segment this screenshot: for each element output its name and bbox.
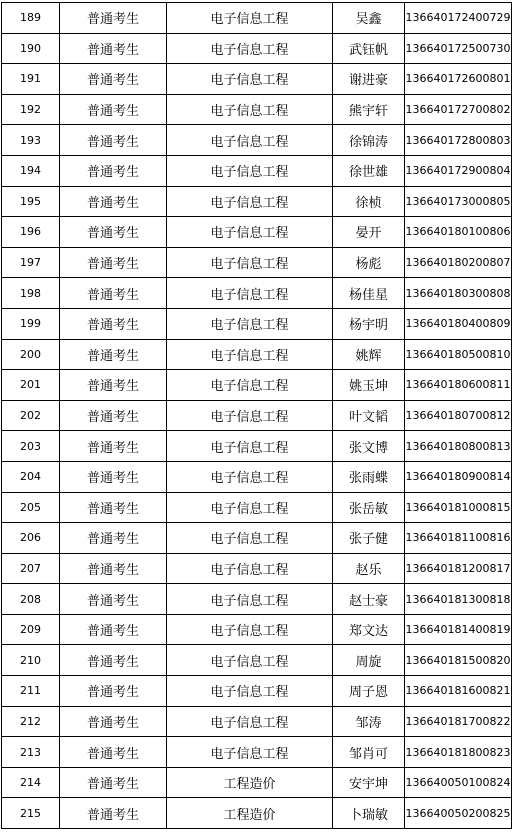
table-row xyxy=(2,431,512,462)
exam-id: 136640180500810 xyxy=(405,339,512,370)
row-number: 189 xyxy=(2,3,60,34)
student-name: 安宇坤 xyxy=(333,767,405,798)
major-name: 电子信息工程 xyxy=(167,645,333,676)
major-name: 电子信息工程 xyxy=(167,155,333,186)
exam-id: 136640172900804 xyxy=(405,155,512,186)
major-name: 电子信息工程 xyxy=(167,737,333,768)
student-name: 张雨蝶 xyxy=(333,461,405,492)
student-name: 郑文达 xyxy=(333,614,405,645)
major-name: 电子信息工程 xyxy=(167,278,333,309)
exam-id: 136640181300818 xyxy=(405,584,512,615)
exam-id: 136640180200807 xyxy=(405,247,512,278)
exam-id: 136640180600811 xyxy=(405,370,512,401)
major-name: 电子信息工程 xyxy=(167,308,333,339)
major-name: 电子信息工程 xyxy=(167,370,333,401)
exam-id: 136640180400809 xyxy=(405,308,512,339)
student-name: 张文博 xyxy=(333,431,405,462)
table-row xyxy=(2,523,512,554)
major-name: 电子信息工程 xyxy=(167,64,333,95)
major-name: 电子信息工程 xyxy=(167,33,333,64)
row-number: 207 xyxy=(2,553,60,584)
candidate-type: 普通考生 xyxy=(60,737,167,768)
major-name: 电子信息工程 xyxy=(167,400,333,431)
row-number: 197 xyxy=(2,247,60,278)
student-name: 邹涛 xyxy=(333,706,405,737)
student-name: 晏开 xyxy=(333,217,405,248)
candidate-type: 普通考生 xyxy=(60,217,167,248)
table-row xyxy=(2,155,512,186)
student-name: 姚辉 xyxy=(333,339,405,370)
exam-id: 136640050200825 xyxy=(405,798,512,829)
exam-id: 136640180900814 xyxy=(405,461,512,492)
exam-id: 136640181100816 xyxy=(405,523,512,554)
candidate-type: 普通考生 xyxy=(60,94,167,125)
table-row xyxy=(2,125,512,156)
candidate-type: 普通考生 xyxy=(60,400,167,431)
row-number: 198 xyxy=(2,278,60,309)
table-row xyxy=(2,614,512,645)
student-name: 周旋 xyxy=(333,645,405,676)
exam-id: 136640181600821 xyxy=(405,676,512,707)
student-name: 叶文韬 xyxy=(333,400,405,431)
row-number: 210 xyxy=(2,645,60,676)
exam-id: 136640180100806 xyxy=(405,217,512,248)
major-name: 电子信息工程 xyxy=(167,3,333,34)
student-name: 赵乐 xyxy=(333,553,405,584)
row-number: 202 xyxy=(2,400,60,431)
major-name: 工程造价 xyxy=(167,767,333,798)
candidate-type: 普通考生 xyxy=(60,431,167,462)
row-number: 194 xyxy=(2,155,60,186)
row-number: 215 xyxy=(2,798,60,829)
student-name: 张子健 xyxy=(333,523,405,554)
exam-id: 136640181800823 xyxy=(405,737,512,768)
row-number: 192 xyxy=(2,94,60,125)
exam-id: 136640181700822 xyxy=(405,706,512,737)
row-number: 196 xyxy=(2,217,60,248)
row-number: 201 xyxy=(2,370,60,401)
row-number: 191 xyxy=(2,64,60,95)
table-row xyxy=(2,308,512,339)
candidate-type: 普通考生 xyxy=(60,278,167,309)
major-name: 电子信息工程 xyxy=(167,125,333,156)
student-name: 吴鑫 xyxy=(333,3,405,34)
candidate-type: 普通考生 xyxy=(60,614,167,645)
table-row xyxy=(2,217,512,248)
major-name: 电子信息工程 xyxy=(167,676,333,707)
candidate-type: 普通考生 xyxy=(60,64,167,95)
student-name: 邹肖可 xyxy=(333,737,405,768)
major-name: 电子信息工程 xyxy=(167,431,333,462)
table-row xyxy=(2,767,512,798)
student-name: 姚玉坤 xyxy=(333,370,405,401)
candidate-type: 普通考生 xyxy=(60,645,167,676)
major-name: 电子信息工程 xyxy=(167,553,333,584)
major-name: 工程造价 xyxy=(167,798,333,829)
candidate-type: 普通考生 xyxy=(60,523,167,554)
student-list-table xyxy=(1,2,512,829)
exam-id: 136640050100824 xyxy=(405,767,512,798)
row-number: 193 xyxy=(2,125,60,156)
row-number: 199 xyxy=(2,308,60,339)
major-name: 电子信息工程 xyxy=(167,217,333,248)
candidate-type: 普通考生 xyxy=(60,339,167,370)
student-name: 徐世雄 xyxy=(333,155,405,186)
table-row xyxy=(2,186,512,217)
table-row xyxy=(2,33,512,64)
table-row xyxy=(2,370,512,401)
exam-id: 136640181200817 xyxy=(405,553,512,584)
table-row xyxy=(2,492,512,523)
major-name: 电子信息工程 xyxy=(167,247,333,278)
student-name: 卜瑞敏 xyxy=(333,798,405,829)
table-row xyxy=(2,584,512,615)
candidate-type: 普通考生 xyxy=(60,370,167,401)
major-name: 电子信息工程 xyxy=(167,186,333,217)
exam-id: 136640181400819 xyxy=(405,614,512,645)
row-number: 204 xyxy=(2,461,60,492)
candidate-type: 普通考生 xyxy=(60,767,167,798)
table-row xyxy=(2,645,512,676)
table-row xyxy=(2,737,512,768)
student-name: 周子恩 xyxy=(333,676,405,707)
candidate-type: 普通考生 xyxy=(60,247,167,278)
row-number: 200 xyxy=(2,339,60,370)
table-row xyxy=(2,247,512,278)
candidate-type: 普通考生 xyxy=(60,3,167,34)
student-name: 杨彪 xyxy=(333,247,405,278)
student-name: 张岳敏 xyxy=(333,492,405,523)
table-row xyxy=(2,339,512,370)
exam-id: 136640180800813 xyxy=(405,431,512,462)
exam-id: 136640172500730 xyxy=(405,33,512,64)
row-number: 214 xyxy=(2,767,60,798)
row-number: 190 xyxy=(2,33,60,64)
row-number: 213 xyxy=(2,737,60,768)
candidate-type: 普通考生 xyxy=(60,186,167,217)
table-row xyxy=(2,94,512,125)
exam-id: 136640172800803 xyxy=(405,125,512,156)
candidate-type: 普通考生 xyxy=(60,553,167,584)
row-number: 206 xyxy=(2,523,60,554)
student-name: 武钰帆 xyxy=(333,33,405,64)
table-row xyxy=(2,461,512,492)
major-name: 电子信息工程 xyxy=(167,461,333,492)
row-number: 208 xyxy=(2,584,60,615)
student-name: 徐桢 xyxy=(333,186,405,217)
row-number: 211 xyxy=(2,676,60,707)
major-name: 电子信息工程 xyxy=(167,523,333,554)
table-row xyxy=(2,798,512,829)
candidate-type: 普通考生 xyxy=(60,706,167,737)
major-name: 电子信息工程 xyxy=(167,492,333,523)
table-row xyxy=(2,278,512,309)
exam-id: 136640181500820 xyxy=(405,645,512,676)
row-number: 212 xyxy=(2,706,60,737)
row-number: 205 xyxy=(2,492,60,523)
candidate-type: 普通考生 xyxy=(60,798,167,829)
exam-id: 136640180300808 xyxy=(405,278,512,309)
candidate-type: 普通考生 xyxy=(60,492,167,523)
table-row xyxy=(2,3,512,34)
table-row xyxy=(2,676,512,707)
student-name: 熊宇轩 xyxy=(333,94,405,125)
row-number: 195 xyxy=(2,186,60,217)
candidate-type: 普通考生 xyxy=(60,33,167,64)
exam-id: 136640172400729 xyxy=(405,3,512,34)
major-name: 电子信息工程 xyxy=(167,706,333,737)
candidate-type: 普通考生 xyxy=(60,461,167,492)
exam-id: 136640180700812 xyxy=(405,400,512,431)
exam-id: 136640181000815 xyxy=(405,492,512,523)
student-name: 赵士豪 xyxy=(333,584,405,615)
candidate-type: 普通考生 xyxy=(60,676,167,707)
major-name: 电子信息工程 xyxy=(167,94,333,125)
student-name: 谢进豪 xyxy=(333,64,405,95)
candidate-type: 普通考生 xyxy=(60,125,167,156)
candidate-type: 普通考生 xyxy=(60,584,167,615)
major-name: 电子信息工程 xyxy=(167,339,333,370)
table-row xyxy=(2,400,512,431)
student-name: 徐锦涛 xyxy=(333,125,405,156)
row-number: 209 xyxy=(2,614,60,645)
major-name: 电子信息工程 xyxy=(167,614,333,645)
row-number: 203 xyxy=(2,431,60,462)
student-name: 杨佳星 xyxy=(333,278,405,309)
table-row xyxy=(2,553,512,584)
major-name: 电子信息工程 xyxy=(167,584,333,615)
candidate-type: 普通考生 xyxy=(60,155,167,186)
exam-id: 136640172700802 xyxy=(405,94,512,125)
table-body xyxy=(2,3,512,829)
candidate-type: 普通考生 xyxy=(60,308,167,339)
student-name: 杨宇明 xyxy=(333,308,405,339)
exam-id: 136640172600801 xyxy=(405,64,512,95)
table-row xyxy=(2,64,512,95)
exam-id: 136640173000805 xyxy=(405,186,512,217)
table-row xyxy=(2,706,512,737)
